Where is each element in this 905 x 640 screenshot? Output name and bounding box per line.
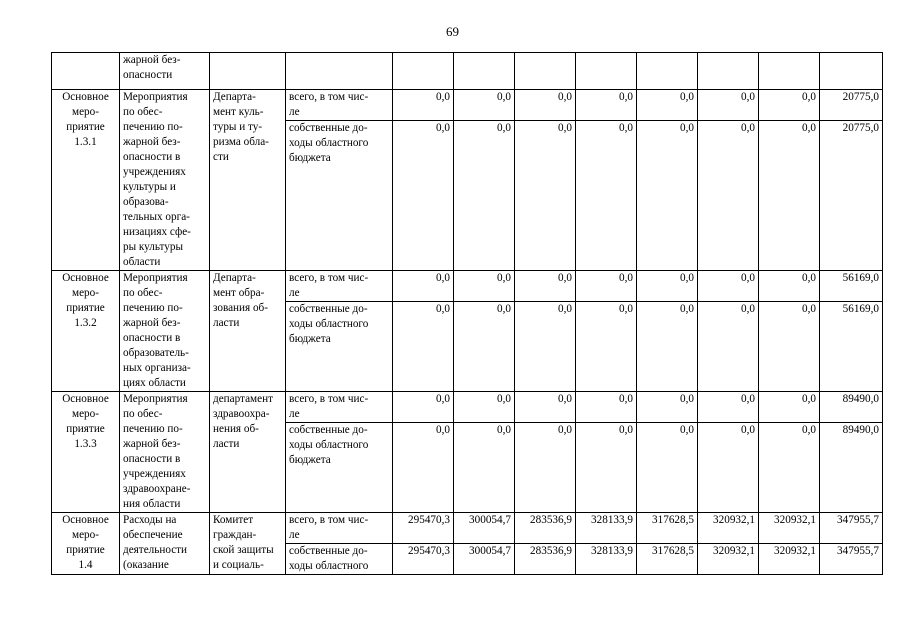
funding-source-cell: всего, в том чис- ле	[286, 513, 393, 544]
activity-name-cell: Мероприятия по обес- печению по- жарной без- опасности в учреждениях культуры и образова- тельных орга- низациях сфе- ры культуры области	[120, 90, 210, 271]
value-cell: 89490,0	[820, 423, 883, 513]
value-cell: 295470,3	[393, 544, 454, 575]
value-cell: 20775,0	[820, 121, 883, 271]
table-row-continued	[52, 53, 883, 90]
value-cell: 0,0	[698, 121, 759, 271]
value-cell: 56169,0	[820, 302, 883, 392]
funding-source-cell: собственные до- ходы областного бюджета	[286, 423, 393, 513]
value-cell: 0,0	[698, 271, 759, 302]
value-cell: 0,0	[759, 121, 820, 271]
funding-source-cell: собственные до- ходы областного	[286, 544, 393, 575]
value-cell: 347955,7	[820, 544, 883, 575]
value-cell: 0,0	[576, 423, 637, 513]
executor-cell: Департа- мент обра- зования об- ласти	[210, 271, 286, 392]
code-cell: Основное меро- приятие 1.4	[52, 513, 120, 575]
funding-source-cell: всего, в том чис- ле	[286, 90, 393, 121]
executor-cell	[210, 53, 286, 90]
value-cell: 0,0	[515, 302, 576, 392]
value-cell: 347955,7	[820, 513, 883, 544]
value-cell: 317628,5	[637, 544, 698, 575]
value-cell: 0,0	[576, 121, 637, 271]
code-cell: Основное меро- приятие 1.3.3	[52, 392, 120, 513]
value-cell: 0,0	[576, 392, 637, 423]
table-row-total	[52, 392, 883, 423]
value-cell: 0,0	[454, 392, 515, 423]
value-cell: 0,0	[454, 423, 515, 513]
funding-source-cell: собственные до- ходы областного бюджета	[286, 302, 393, 392]
value-cell: 0,0	[759, 271, 820, 302]
value-cell: 0,0	[759, 392, 820, 423]
value-cell: 0,0	[759, 302, 820, 392]
page-number: 69	[446, 24, 459, 39]
value-cell	[515, 53, 576, 90]
value-cell: 0,0	[637, 271, 698, 302]
value-cell: 0,0	[637, 121, 698, 271]
value-cell: 328133,9	[576, 513, 637, 544]
executor-cell: Комитет граждан- ской защиты и социаль-	[210, 513, 286, 575]
value-cell: 0,0	[698, 90, 759, 121]
value-cell: 295470,3	[393, 513, 454, 544]
value-cell: 0,0	[637, 392, 698, 423]
value-cell: 0,0	[515, 90, 576, 121]
value-cell: 0,0	[454, 271, 515, 302]
executor-cell: Департа- мент куль- туры и ту- ризма обла- сти	[210, 90, 286, 271]
table-row-total	[52, 271, 883, 302]
value-cell: 0,0	[637, 302, 698, 392]
value-cell: 300054,7	[454, 544, 515, 575]
value-cell: 0,0	[759, 423, 820, 513]
activity-name-cell: Мероприятия по обес- печению по- жарной без- опасности в учреждениях здравоохране- ния области	[120, 392, 210, 513]
value-cell: 0,0	[515, 271, 576, 302]
value-cell: 0,0	[393, 121, 454, 271]
value-cell: 0,0	[515, 392, 576, 423]
funding-source-cell: всего, в том чис- ле	[286, 271, 393, 302]
value-cell: 0,0	[454, 121, 515, 271]
value-cell: 283536,9	[515, 513, 576, 544]
value-cell: 0,0	[393, 302, 454, 392]
value-cell: 328133,9	[576, 544, 637, 575]
code-cell: Основное меро- приятие 1.3.2	[52, 271, 120, 392]
value-cell	[393, 53, 454, 90]
value-cell: 0,0	[637, 90, 698, 121]
value-cell: 317628,5	[637, 513, 698, 544]
funding-source-cell: собственные до- ходы областного бюджета	[286, 121, 393, 271]
value-cell: 0,0	[576, 271, 637, 302]
value-cell: 0,0	[454, 90, 515, 121]
source-cell	[286, 53, 393, 90]
value-cell: 0,0	[393, 423, 454, 513]
value-cell: 0,0	[698, 302, 759, 392]
table-row-total	[52, 90, 883, 121]
funding-source-cell: всего, в том чис- ле	[286, 392, 393, 423]
value-cell	[637, 53, 698, 90]
value-cell: 0,0	[698, 392, 759, 423]
value-cell	[759, 53, 820, 90]
value-cell	[576, 53, 637, 90]
table-body	[52, 53, 883, 575]
value-cell: 0,0	[698, 423, 759, 513]
table-row-total	[52, 513, 883, 544]
value-cell: 56169,0	[820, 271, 883, 302]
value-cell: 0,0	[393, 392, 454, 423]
value-cell: 0,0	[515, 121, 576, 271]
value-cell	[454, 53, 515, 90]
value-cell: 320932,1	[698, 544, 759, 575]
value-cell: 0,0	[637, 423, 698, 513]
activity-name-cell: жарной без- опасности	[120, 53, 210, 90]
value-cell: 0,0	[393, 271, 454, 302]
value-cell: 300054,7	[454, 513, 515, 544]
value-cell: 0,0	[759, 90, 820, 121]
value-cell: 320932,1	[759, 544, 820, 575]
value-cell: 283536,9	[515, 544, 576, 575]
value-cell: 0,0	[576, 90, 637, 121]
value-cell: 20775,0	[820, 90, 883, 121]
value-cell	[820, 53, 883, 90]
value-cell: 0,0	[576, 302, 637, 392]
value-cell: 0,0	[515, 423, 576, 513]
code-cell	[52, 53, 120, 90]
executor-cell: департамент здравоохра- нения об- ласти	[210, 392, 286, 513]
code-cell: Основное меро- приятие 1.3.1	[52, 90, 120, 271]
budget-table	[51, 52, 883, 575]
value-cell: 89490,0	[820, 392, 883, 423]
activity-name-cell: Мероприятия по обес- печению по- жарной без- опасности в образователь- ных организа- циях области	[120, 271, 210, 392]
activity-name-cell: Расходы на обеспечение деятельности (оказание	[120, 513, 210, 575]
value-cell: 0,0	[454, 302, 515, 392]
value-cell: 320932,1	[759, 513, 820, 544]
value-cell: 0,0	[393, 90, 454, 121]
value-cell: 320932,1	[698, 513, 759, 544]
value-cell	[698, 53, 759, 90]
